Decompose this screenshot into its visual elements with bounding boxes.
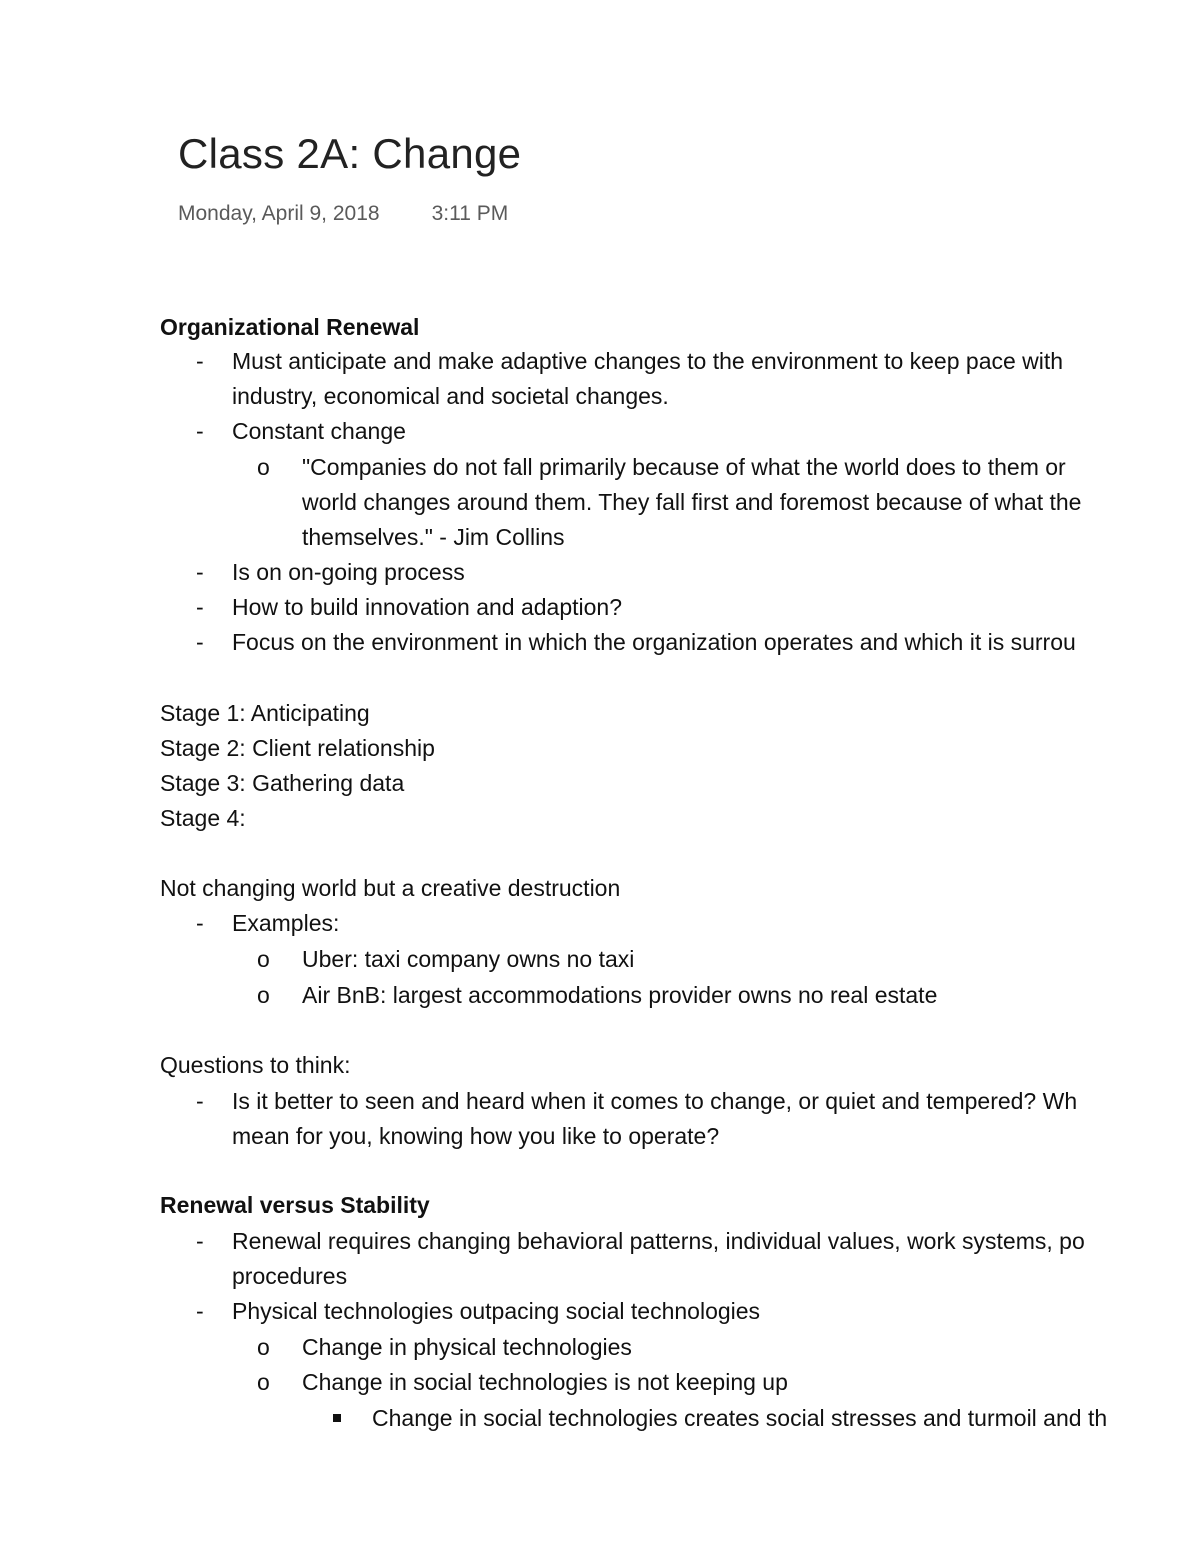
sub-list-item: Air BnB: largest accommodations provider owns no real estate <box>302 982 938 1008</box>
list-item: Renewal requires changing behavioral patterns, individual values, work systems, po <box>232 1228 1085 1254</box>
section-heading-questions: Questions to think: <box>160 1052 351 1078</box>
dash-bullet: - <box>196 348 204 374</box>
page-title: Class 2A: Change <box>178 130 522 177</box>
dash-bullet: - <box>196 418 204 444</box>
dash-bullet: - <box>196 1088 204 1114</box>
list-item: Must anticipate and make adaptive changes to the environment to keep pace with <box>232 348 1064 374</box>
circle-bullet: o <box>257 982 270 1008</box>
sub-sub-list-item: Change in social technologies creates social stresses and turmoil and th <box>372 1405 1108 1431</box>
section-heading-stability: Renewal versus Stability <box>160 1192 430 1218</box>
stage-line: Stage 1: Anticipating <box>160 700 370 726</box>
circle-bullet: o <box>257 946 270 972</box>
page-date: Monday, April 9, 2018 <box>178 202 380 225</box>
stage-line: Stage 4: <box>160 805 246 831</box>
sub-list-item: Change in physical technologies <box>302 1334 632 1360</box>
dash-bullet: - <box>196 629 204 655</box>
list-item: Physical technologies outpacing social technologies <box>232 1298 761 1324</box>
page-timestamp <box>178 202 508 226</box>
section-heading-creative: Not changing world but a creative destruction <box>160 875 621 901</box>
square-bullet-icon <box>333 1414 341 1422</box>
list-item: Constant change <box>232 418 406 444</box>
circle-bullet: o <box>257 1334 270 1360</box>
list-item: How to build innovation and adaption? <box>232 594 623 620</box>
stage-line: Stage 3: Gathering data <box>160 770 405 796</box>
sub-list-item: "Companies do not fall primarily because of what the world does to them or <box>302 454 1066 480</box>
list-item-continued: industry, economical and societal changes. <box>232 383 669 409</box>
dash-bullet: - <box>196 559 204 585</box>
stage-line: Stage 2: Client relationship <box>160 735 435 761</box>
sub-list-item: Uber: taxi company owns no taxi <box>302 946 635 972</box>
dash-bullet: - <box>196 594 204 620</box>
list-item: Is it better to seen and heard when it comes to change, or quiet and tempered? Wh <box>232 1088 1078 1114</box>
page-time: 3:11 PM <box>431 202 509 225</box>
sub-list-item-continued: themselves." - Jim Collins <box>302 524 565 550</box>
sub-list-item: Change in social technologies is not keeping up <box>302 1369 788 1395</box>
list-item-continued: mean for you, knowing how you like to operate? <box>232 1123 720 1149</box>
circle-bullet: o <box>257 454 270 480</box>
list-item: Examples: <box>232 910 340 936</box>
sub-list-item-continued: world changes around them. They fall first and foremost because of what the <box>302 489 1082 515</box>
list-item-continued: procedures <box>232 1263 348 1289</box>
list-item: Focus on the environment in which the organization operates and which it is surrou <box>232 629 1076 655</box>
circle-bullet: o <box>257 1369 270 1395</box>
dash-bullet: - <box>196 1228 204 1254</box>
list-item: Is on on-going process <box>232 559 465 585</box>
section-heading-renewal: Organizational Renewal <box>160 314 420 340</box>
dash-bullet: - <box>196 1298 204 1324</box>
dash-bullet: - <box>196 910 204 936</box>
